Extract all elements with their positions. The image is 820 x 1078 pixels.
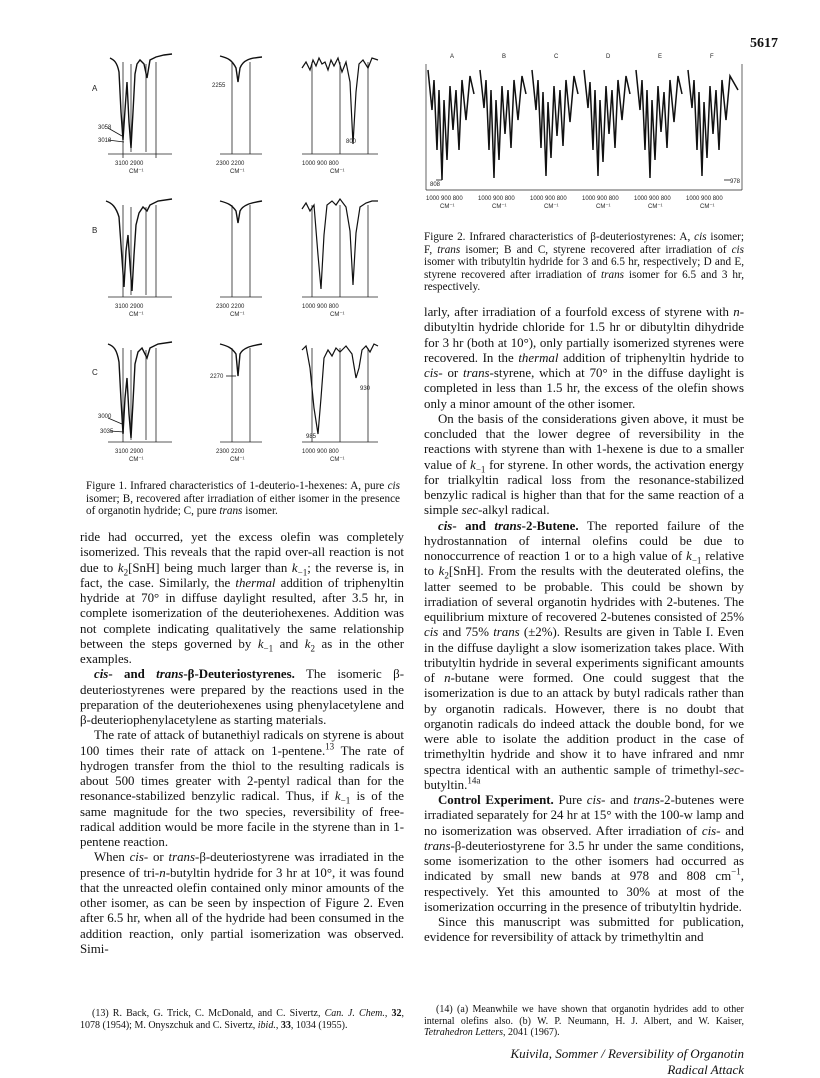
right-paragraph-5: Since this manuscript was submitted for publication, evidence for reversibility of attack by trimethyltin and [424, 915, 744, 945]
fig1-spectrum-a-ch [100, 52, 180, 177]
fig1-axis-fp-c: 1000 900 800 [302, 449, 339, 455]
left-paragraph-2: cis- and trans-β-Deuteriostyrenes. The isomeric β-deuteriostyrenes were prepared by the reactions used in the preparation of the deuteriohexenes using phenylacetylene and β-deuteriophenylacetylene as starting materials. [80, 667, 404, 727]
right-paragraph-1: larly, after irradiation of a fourfold excess of styrene with n-dibutyltin hydride chloride for 1.5 hr or dibutyltin dihydride for 3 hr (both at 10°), only partially isomerized styrenes were recovered. In the thermal addition of triphenyltin hydride to cis- or trans-styrene, which at 70° in the diffuse daylight is completed in less than 1.5 hr, the excess of the olefin shows only a minor amount of the other isomer. [424, 305, 744, 411]
fig2-label-a: A [450, 54, 455, 60]
fig2-axis-a: 1000 900 800 [426, 196, 463, 202]
fig1-row-label-c: C [92, 368, 98, 377]
fig2-label-f: F [710, 54, 714, 60]
fig1-axis-fp-b: 1000 900 800 [302, 304, 339, 310]
fig1-annot-3000: 3000 [98, 414, 112, 420]
fig2-unit-e: CM⁻¹ [648, 204, 663, 210]
fig1-spectrum-c-cd [210, 338, 270, 468]
right-paragraph-4: Control Experiment. Pure cis- and trans-2-butenes were irradiated separately for 24 hr at 15° with the 100-w lamp and no isomerization was observed. After irradiation of cis- and trans-β-deuteriostyrene for 3.5 hr under the same conditions, some isomerization to the other isomers had occurred as indicated by small new bands at 978 and 808 $cm^{-1}$, respectively. Yet this amounted to 30% at most of the isomerization occurring in the presence of tributyltin hydride. [424, 793, 744, 914]
fig1-axis-cd-a: 2300 2200 [216, 161, 245, 167]
fig2-unit-c: CM⁻¹ [544, 204, 559, 210]
fig1-annot-2270: 2270 [210, 374, 224, 380]
fig1-axis-fp-a: 1000 900 800 [302, 161, 339, 167]
right-paragraph-3: cis- and trans-2-Butene. The reported failure of the hydrostannation of internal olefins could be due to nonoccurrence of reaction 1 or to a high value of $k_{-1}$ relative to $k_2[SnH]$. From the results with the deuterated olefins, the latter seemed to be probable. This could be shown by irradiation of several organotin hydrides with 2-butenes. The equilibrium mixture of recovered 2-butenes consisted of 25% cis and 75% trans (±2%). Results are given in Table I. Even in the diffuse daylight a slow isomerization takes place. With tributyltin hydride in several experiments significant amounts of n-butane were formed. One could suggest that the isomerization is due to an attack by butyl radicals rather than by organotin radicals. However, there is no doubt that organotin radicals do indeed attack the double bond, for we were able to isolate the addition product in the case of trimethyltin hydride and show it to have infrared and nmr spectra identical with an authentic sample of trimethyl-sec-butyltin.$^{14a}$ [424, 518, 745, 792]
left-column-text [80, 530, 404, 957]
fig1-axis-ch-c: 3100 2900 [115, 449, 144, 455]
fig1-row-label-b: B [92, 226, 98, 235]
fig2-label-b: B [502, 54, 507, 60]
fig2-unit-d: CM⁻¹ [596, 204, 611, 210]
fig2-unit-b: CM⁻¹ [492, 204, 507, 210]
fig1-spectrum-b-fp [296, 195, 386, 320]
fig1-axis-ch-b: 3100 2900 [115, 304, 144, 310]
fig1-axis-unit-b2: CM⁻¹ [230, 312, 245, 318]
fig1-row-label-a: A [92, 84, 98, 93]
fig2-label-d: D [606, 54, 611, 60]
fig1-axis-cd-c: 2300 2200 [216, 449, 245, 455]
fig1-annot-985: 985 [306, 434, 317, 440]
fig1-axis-unit-b3: CM⁻¹ [330, 312, 345, 318]
fig1-annot-2255: 2255 [212, 83, 226, 89]
fig1-spectrum-c-fp [296, 338, 386, 468]
fig1-axis-unit-a1: CM⁻¹ [129, 169, 144, 175]
fig1-spectrum-a-cd [210, 52, 270, 177]
right-paragraph-2: On the basis of the considerations given above, it must be concluded that the lower degree of reversibility in the reactions with styrene than with 1-hexene is due to a smaller value of $k_{-1}$ for styrene. In other words, the activation energy for trialkyltin radical loss from the resonance-stabilized benzylic radical is higher than that for the same reaction of a simple sec-alkyl radical. [424, 411, 744, 518]
fig2-label-e: E [658, 54, 663, 60]
running-footer: Kuivila, Sommer / Reversibility of Organotin Radical Attack [510, 1046, 744, 1077]
footnote-14: (14) (a) Meanwhile we have shown that organotin hydrides add to other internal olefins also. (b) W. P. Neumann, H. J. Albert, and W. Kaiser, Tetrahedron Letters, 2041 (1967). [424, 1004, 744, 1039]
fig1-annot-800: 800 [346, 139, 357, 145]
figure-2-caption: Figure 2. Infrared characteristics of β-deuteriostyrenes: A, cis isomer; F, trans isomer; B and C, styrene recovered after irradiation of cis isomer with tributyltin hydride for 3 and 6.5 hr, respectively; D and E, styrene recovered after irradiation of trans isomer for 6.5 and 3 hr, respectively. [424, 231, 744, 293]
fig2-axis-e: 1000 900 800 [634, 196, 671, 202]
fig2-axis-b: 1000 900 800 [478, 196, 515, 202]
fig1-spectrum-b-ch [100, 195, 180, 320]
left-paragraph-1: ride had occurred, yet the excess olefin was completely isomerized. This reveals that the rapid over-all reaction is not due to $k_2[SnH]$ being much larger than $k_{-1}$; the reverse is, in fact, the case. Similarly, the thermal addition of triphenyltin hydride at 70° in diffuse daylight resulted, after 3.5 hr, in complete isomerization of the deuteriohexenes. Addition was not complete indicating qualitatively the same relationship between the steps governed by $k_{-1}$ and $k_2$ as in the other examples. [80, 530, 405, 666]
fig1-axis-ch-a: 3100 2900 [115, 161, 144, 167]
left-paragraph-3: The rate of attack of butanethiyl radicals on styrene is about 100 times their rate of attack on 1-pentene.$^{13}$ The rate of hydrogen transfer from the thiol to the resulting radicals is about 500 times greater with 2-pentyl radical than for the resonance-stabilized benzylic radical. Thus, if $k_{-1}$ is of the same magnitude for the two species, reversibility of free-radical addition would be more facile in the styrene than in 1-pentene reaction. [80, 728, 404, 849]
figure-1-caption: Figure 1. Infrared characteristics of 1-deuterio-1-hexenes: A, pure cis isomer; B, recovered after irradiation of either isomer in the presence of organotin hydride; C, pure trans isomer. [86, 480, 400, 517]
fig1-axis-cd-b: 2300 2200 [216, 304, 245, 310]
fig2-axis-f: 1000 900 800 [686, 196, 723, 202]
fig1-annot-3058: 3058 [98, 125, 112, 131]
fig2-annot-808: 808 [430, 182, 441, 188]
page-number: 5617 [750, 36, 778, 51]
fig2-annot-978: 978 [730, 179, 741, 185]
fig1-axis-unit-a3: CM⁻¹ [330, 169, 345, 175]
fig1-annot-930: 930 [360, 386, 371, 392]
fig2-label-c: C [554, 54, 559, 60]
fig1-spectrum-a-fp [296, 52, 386, 177]
fig1-spectrum-b-cd [210, 195, 270, 320]
fig1-axis-unit-a2: CM⁻¹ [230, 169, 245, 175]
left-paragraph-4: When cis- or trans-β-deuteriostyrene was irradiated in the presence of tri-n-butyltin hydride for 3 hr at 10°, it was found that the unreacted olefin contained only minor amounts of the other isomer, as can be seen by inspection of Figure 2. Even after 6.5 hr, when all of the hydride had been consumed in the addition reaction, only partial isomerization was observed. Simi- [80, 850, 404, 956]
fig2-unit-f: CM⁻¹ [700, 204, 715, 210]
fig1-axis-unit-c2: CM⁻¹ [230, 457, 245, 463]
fig1-axis-unit-c1: CM⁻¹ [129, 457, 144, 463]
fig2-axis-d: 1000 900 800 [582, 196, 619, 202]
right-column-text [424, 305, 744, 946]
fig1-annot-3018: 3018 [98, 138, 112, 144]
fig2-axis-c: 1000 900 800 [530, 196, 567, 202]
figure-2-spectra [424, 50, 744, 216]
fig2-unit-a: CM⁻¹ [440, 204, 455, 210]
fig1-spectrum-c-ch [100, 338, 180, 468]
footnote-13: (13) R. Back, G. Trick, C. McDonald, and C. Sivertz, Can. J. Chem., 32, 1078 (1954); M. Onyszchuk and C. Sivertz, ibid., 33, 1034 (1955). [80, 1008, 405, 1031]
fig1-axis-unit-c3: CM⁻¹ [330, 457, 345, 463]
fig1-axis-unit-b1: CM⁻¹ [129, 312, 144, 318]
fig1-annot-3035: 3035 [100, 429, 114, 435]
